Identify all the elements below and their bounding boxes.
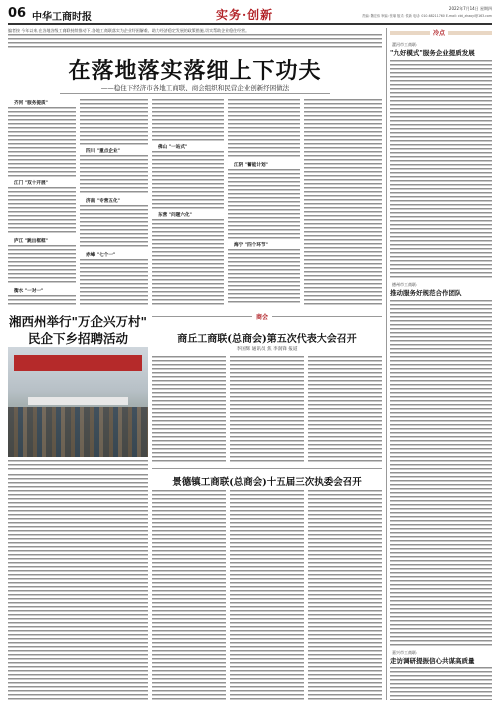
- shangqiu-headline: 商丘工商联(总商会)第五次代表大会召开: [177, 334, 357, 345]
- hunan-photo-table: [28, 397, 128, 405]
- lead-col1-text-a: [8, 107, 76, 177]
- hunan-headline-line2: 民企下乡招聘活动: [27, 331, 128, 346]
- lead-col2-text-b: [80, 155, 148, 195]
- lead-subsection-6: 赤峰 "七个一": [86, 253, 116, 258]
- lead-col3-text-b: [152, 151, 224, 209]
- paper-name: 中华工商时报: [32, 12, 92, 23]
- hunan-headline-line1: 湘西州举行"万企兴万村": [8, 314, 148, 329]
- sidebar-divider: [386, 28, 387, 700]
- lead-subsection-7: 佛山 "一站式": [158, 145, 188, 150]
- sidebar-label-box: [390, 28, 492, 38]
- lead-col5-text: [304, 99, 382, 305]
- hunan-photo: [8, 347, 148, 457]
- hunan-photo-crowd: [8, 407, 148, 457]
- lead-subsection-10: 海宁 "四个环节": [234, 243, 268, 248]
- sidebar-label: 冷点: [430, 28, 448, 37]
- lead-intro-lines: [8, 34, 382, 50]
- lead-col3-text-c: [152, 219, 224, 305]
- lead-subsection-8: 东营 "问题六化": [158, 213, 192, 218]
- sidebar-story3-headline: 走访调研提振信心共谋高质量: [390, 657, 475, 665]
- hunan-photo-banner: [14, 355, 142, 371]
- shangqiu-byline: 李国辉 通讯员 焦 李润锋 报道: [236, 347, 298, 352]
- masthead: [8, 6, 492, 22]
- lead-subsection-4: 四川 "重点企业": [86, 149, 120, 154]
- jingdezhen-col3: [308, 490, 382, 700]
- shangqiu-section-tag: 商会: [252, 312, 272, 321]
- lead-col4-text-a: [228, 99, 300, 159]
- lead-subsection-9: 江阴 "蓄能计划": [234, 163, 268, 168]
- editor-line: 责编: 魏宏伟 审编: 张瑜 版式: 侯新 电话: 010-68211760 E-mail: cbt_zhaoyi@163.com: [362, 14, 492, 18]
- sidebar-headline: "九好模式"服务企业提质发展: [390, 49, 475, 57]
- sidebar-kicker: 漯河市工商联:: [392, 42, 418, 47]
- lead-col1-text-c: [8, 245, 76, 285]
- lead-sub-rule: [60, 93, 330, 94]
- page-number: 06: [8, 6, 27, 21]
- lead-col1-text-b: [8, 187, 76, 235]
- sidebar-story2-body: [390, 300, 492, 646]
- sidebar-story2-kicker: 德州市工商联:: [392, 282, 418, 287]
- lead-col4-text-c: [228, 249, 300, 305]
- shangqiu-col2: [230, 356, 304, 464]
- jingdezhen-col2: [230, 490, 304, 700]
- sidebar-story2-headline: 推动服务好规范合作团队: [390, 289, 462, 297]
- hunan-body: [8, 474, 148, 700]
- lead-col3-text-a: [152, 99, 224, 141]
- date-line: 2022年7月14日 星期四: [448, 6, 492, 11]
- lead-col2-text-c: [80, 205, 148, 249]
- jingdezhen-col1: [152, 490, 226, 700]
- lead-subsection-5: 济南 "专营五化": [86, 199, 120, 204]
- shangqiu-tag: [152, 312, 382, 324]
- lead-intro-text: 编者按 今年以来,在各地各级工商联持续推动下,各地工商联落实为企业纾困解难、助力经济稳定发展的政策措施,切实帮助企业稳住经营。: [8, 28, 250, 33]
- sidebar-story3-kicker: 嘉兴市工商联:: [392, 650, 418, 655]
- lead-col4-text-b: [228, 169, 300, 239]
- sidebar-story3-body: [390, 667, 492, 700]
- lead-subsection-2: 江门 "双十开展": [14, 181, 48, 186]
- lead-subsection-11: 衡水 "一对一": [14, 289, 44, 294]
- section-name: 实务·创新: [216, 8, 274, 22]
- lead-headline: 在落地落实落细上下功夫: [68, 58, 322, 84]
- jingdezhen-headline: 景德镇工商联(总商会)十五届三次执委会召开: [172, 477, 362, 488]
- lead-col2-text-a: [80, 99, 148, 145]
- sidebar-story1-body: [390, 60, 492, 278]
- lead-subheadline: ——稳住下经济市各地工商联、商会组织和民营企业创新纾困做法: [100, 84, 290, 92]
- shangqiu-bottom-rule: [152, 468, 382, 469]
- lead-col2-text-d: [80, 259, 148, 305]
- lead-intro-box: [8, 28, 382, 52]
- masthead-rule: [8, 23, 492, 25]
- shangqiu-col3: [308, 356, 382, 464]
- hunan-caption: [8, 460, 148, 470]
- shangqiu-col1: [152, 356, 226, 464]
- lead-subsection-3: 庐江 "跳出框框": [14, 239, 48, 244]
- lead-subsection-1: 齐河 "服务提质": [14, 101, 48, 106]
- lead-col1-text-d: [8, 295, 76, 305]
